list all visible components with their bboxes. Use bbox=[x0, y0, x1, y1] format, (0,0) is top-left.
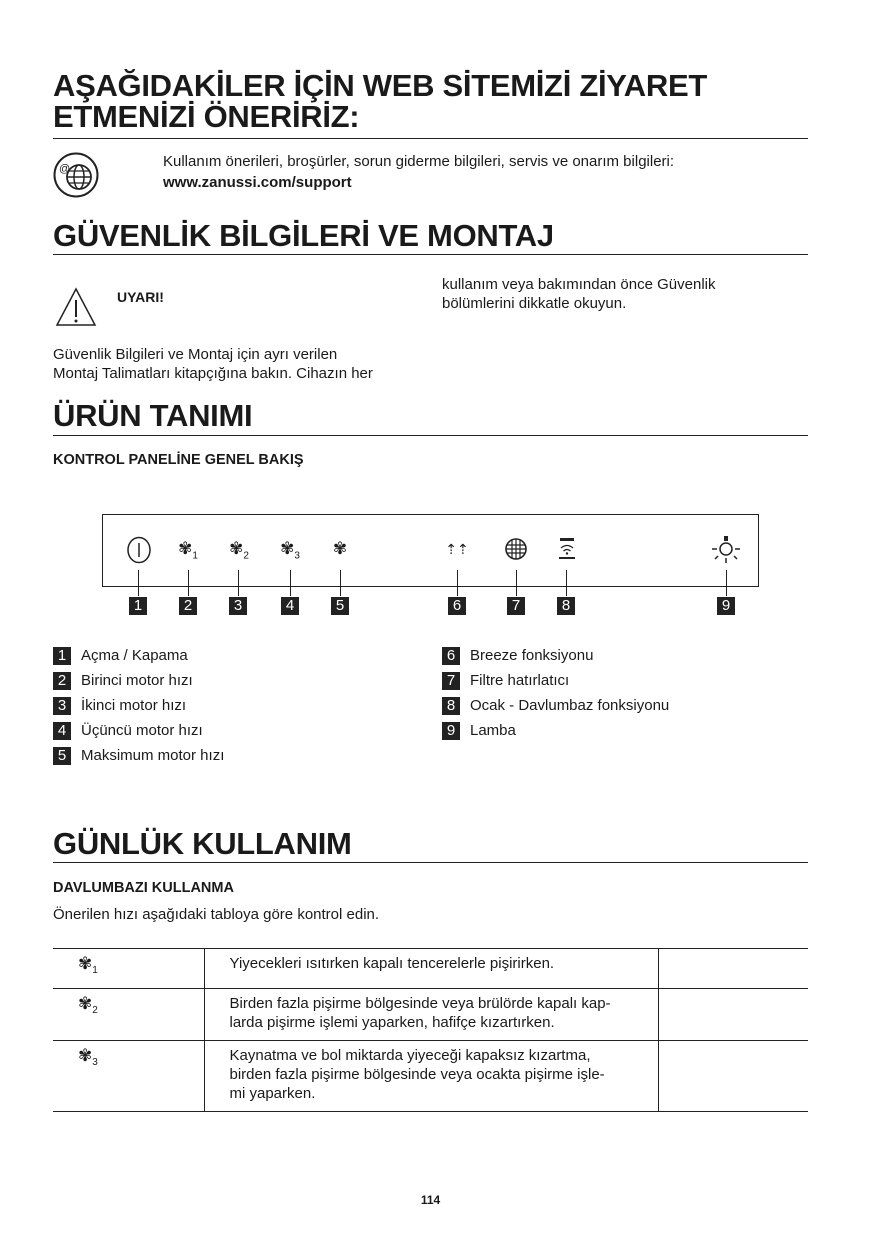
fan-icon: ✾ bbox=[78, 1046, 93, 1065]
callout-line bbox=[566, 570, 567, 596]
divider bbox=[53, 435, 808, 436]
speed-number: 2 bbox=[92, 1005, 98, 1016]
callout-number: 8 bbox=[557, 597, 575, 615]
title-line: ETMENİZİ ÖNERİRİZ: bbox=[53, 99, 360, 134]
callout-number: 9 bbox=[717, 597, 735, 615]
divider bbox=[53, 138, 808, 139]
divider bbox=[53, 254, 808, 255]
empty-cell bbox=[658, 1041, 808, 1112]
callout-number: 5 bbox=[331, 597, 349, 615]
hob-hood-icon bbox=[557, 537, 577, 561]
callout-line bbox=[726, 570, 727, 596]
empty-cell bbox=[658, 989, 808, 1041]
callout-line bbox=[138, 570, 139, 596]
svg-text:@: @ bbox=[59, 163, 71, 175]
callout-line bbox=[516, 570, 517, 596]
fan-speed-3-icon: $✾_3$ bbox=[280, 539, 300, 562]
legend-label: Ocak - Davlumbaz fonksiyonu bbox=[470, 697, 670, 714]
power-icon bbox=[126, 536, 152, 564]
table-row bbox=[53, 989, 808, 1041]
legend-number: 6 bbox=[442, 647, 460, 665]
section-title-safety: GÜVENLİK BİLGİLERİ VE MONTAJ bbox=[53, 218, 554, 253]
fan-icon: ✾ bbox=[78, 954, 93, 973]
legend-item bbox=[442, 647, 593, 665]
legend-number: 1 bbox=[53, 647, 71, 665]
text-line: Birden fazla pişirme bölgesinde veya brülörde kapalı kap- bbox=[229, 995, 611, 1012]
breeze-icon: ⇡⇡ bbox=[445, 541, 469, 557]
title-line: AŞAĞIDAKİLER İÇİN WEB SİTEMİZİ ZİYARET bbox=[53, 68, 707, 103]
section-title-website bbox=[53, 70, 707, 132]
legend-number: 9 bbox=[442, 722, 460, 740]
callout-number: 1 bbox=[129, 597, 147, 615]
legend-number: 5 bbox=[53, 747, 71, 765]
callout-line bbox=[188, 570, 189, 596]
subsection-title: KONTROL PANELİNE GENEL BAKIŞ bbox=[53, 452, 304, 468]
legend-item bbox=[442, 697, 669, 715]
legend-item bbox=[442, 722, 516, 740]
callout-line bbox=[290, 570, 291, 596]
text-line: Güvenlik Bilgileri ve Montaj için ayrı verilen bbox=[53, 346, 338, 363]
section-title-product: ÜRÜN TANIMI bbox=[53, 398, 253, 433]
support-link[interactable]: www.zanussi.com/support bbox=[163, 174, 352, 191]
empty-cell bbox=[658, 949, 808, 989]
table-row bbox=[53, 949, 808, 989]
section-title-daily-use: GÜNLÜK KULLANIM bbox=[53, 826, 352, 861]
warning-label: UYARI! bbox=[117, 289, 164, 305]
description-cell bbox=[204, 989, 658, 1041]
text-line: Kaynatma ve bol miktarda yiyeceği kapaksız kızartma, bbox=[229, 1047, 591, 1064]
safety-text-right bbox=[442, 275, 715, 313]
callout-number: 4 bbox=[281, 597, 299, 615]
legend-label: Breeze fonksiyonu bbox=[470, 647, 594, 664]
subsection-title: DAVLUMBAZI KULLANMA bbox=[53, 880, 234, 896]
legend-number: 2 bbox=[53, 672, 71, 690]
callout-number: 6 bbox=[448, 597, 466, 615]
safety-text-left bbox=[53, 345, 373, 383]
filter-grid-icon bbox=[505, 538, 527, 560]
legend-label: Birinci motor hızı bbox=[81, 672, 193, 689]
legend-label: Filtre hatırlatıcı bbox=[470, 672, 570, 689]
legend-label: Açma / Kapama bbox=[81, 647, 188, 664]
support-text: Kullanım önerileri, broşürler, sorun giderme bilgileri, servis ve onarım bilgileri: bbox=[163, 153, 675, 170]
web-globe-icon bbox=[53, 152, 99, 198]
legend-item bbox=[53, 747, 224, 765]
legend-label: İkinci motor hızı bbox=[81, 697, 187, 714]
text-line: larda pişirme işlemi yaparken, hafifçe kızartırken. bbox=[229, 1014, 555, 1031]
text-line: Yiyecekleri ısıtırken kapalı tencerelerle pişirirken. bbox=[229, 955, 555, 972]
warning-icon bbox=[55, 287, 97, 327]
legend-label: Üçüncü motor hızı bbox=[81, 722, 203, 739]
fan-speed-1-icon: $✾_1$ bbox=[178, 539, 198, 562]
legend-number: 4 bbox=[53, 722, 71, 740]
legend-number: 3 bbox=[53, 697, 71, 715]
lamp-icon bbox=[711, 536, 741, 564]
page-number: 114 bbox=[420, 1193, 441, 1207]
legend-number: 7 bbox=[442, 672, 460, 690]
legend-label: Maksimum motor hızı bbox=[81, 747, 225, 764]
speed-table bbox=[53, 948, 808, 1112]
legend-item bbox=[53, 722, 203, 740]
callout-number: 3 bbox=[229, 597, 247, 615]
text-line: kullanım veya bakımından önce Güvenlik bbox=[442, 276, 716, 293]
callout-number: 2 bbox=[179, 597, 197, 615]
legend-item bbox=[53, 672, 193, 690]
speed-number: 1 bbox=[92, 965, 98, 976]
speed-cell bbox=[53, 989, 204, 1041]
text-line: bölümlerini dikkatle okuyun. bbox=[442, 295, 627, 312]
speed-cell bbox=[53, 949, 204, 989]
speed-cell bbox=[53, 1041, 204, 1112]
fan-icon: ✾ bbox=[78, 994, 93, 1013]
text-line: birden fazla pişirme bölgesinde veya ocakta pişirme işle- bbox=[229, 1066, 605, 1083]
speed-number: 3 bbox=[92, 1057, 98, 1068]
description-cell bbox=[204, 949, 658, 989]
callout-line bbox=[238, 570, 239, 596]
text-line: Montaj Talimatları kitapçığına bakın. Cihazın her bbox=[53, 365, 373, 382]
fan-speed-2-icon: $✾_2$ bbox=[229, 539, 249, 562]
legend-item bbox=[442, 672, 569, 690]
callout-line bbox=[340, 570, 341, 596]
description-cell bbox=[204, 1041, 658, 1112]
text-line: mi yaparken. bbox=[229, 1085, 316, 1102]
table-row bbox=[53, 1041, 808, 1112]
legend-number: 8 bbox=[442, 697, 460, 715]
control-panel bbox=[102, 514, 759, 587]
callout-number: 7 bbox=[507, 597, 525, 615]
fan-max-icon: ✾ bbox=[332, 539, 348, 558]
legend-label: Lamba bbox=[470, 722, 516, 739]
legend-item bbox=[53, 697, 186, 715]
intro-text: Önerilen hızı aşağıdaki tabloya göre kontrol edin. bbox=[53, 906, 380, 923]
legend-item bbox=[53, 647, 188, 665]
callout-line bbox=[457, 570, 458, 596]
divider bbox=[53, 862, 808, 863]
